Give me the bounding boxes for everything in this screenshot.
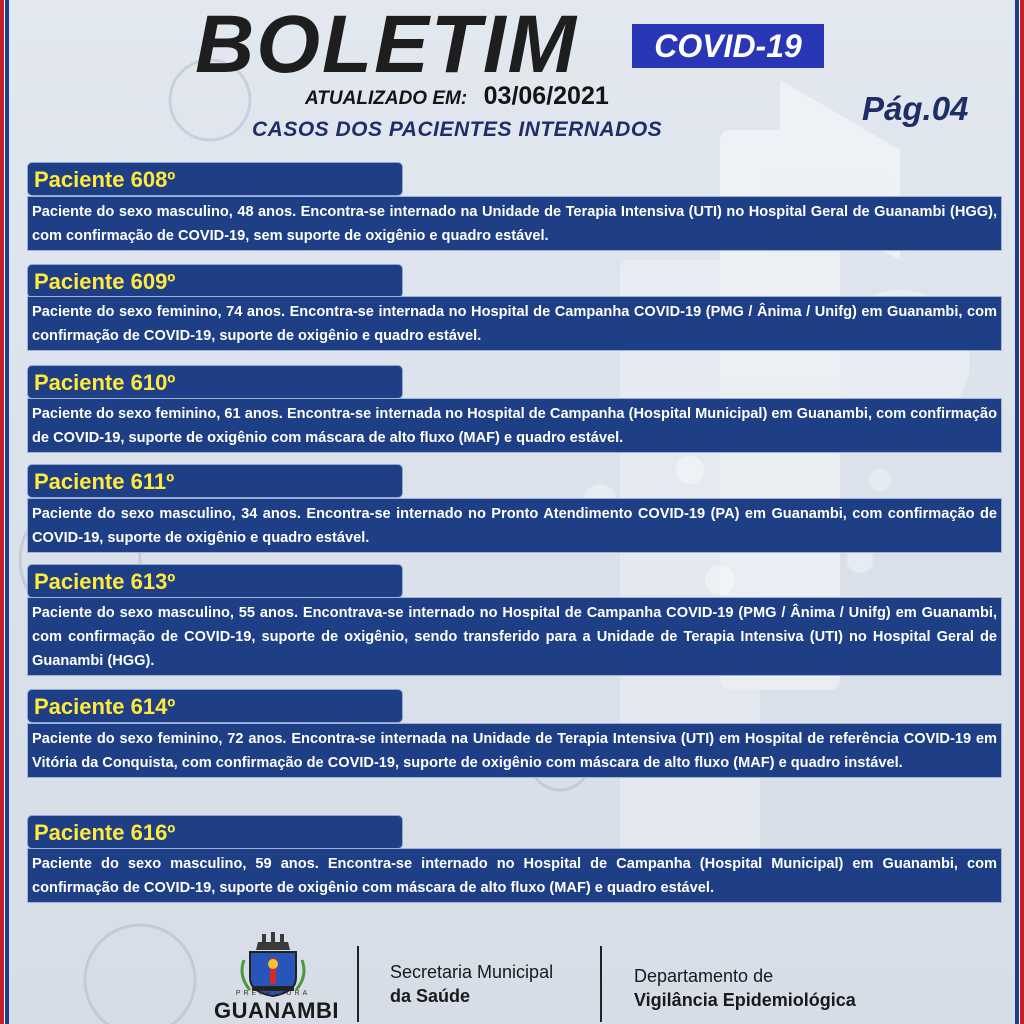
section-subtitle: CASOS DOS PACIENTES INTERNADOS (252, 118, 663, 141)
patient-label: Paciente 616º (27, 815, 403, 849)
patient-label: Paciente 609º (27, 264, 403, 298)
patient-description: Paciente do sexo masculino, 48 anos. Encontra-se internado na Unidade de Terapia Intensiva (UTI) no Hospital Geral de Guanambi (HGG), com confirmação de COVID-19, sem suporte de oxigênio e quadro estável. (27, 196, 1002, 251)
logo-prefeitura-text: PREFEITURA (235, 990, 311, 997)
department-text (634, 964, 856, 1012)
patient-description: Paciente do sexo masculino, 59 anos. Encontra-se internado no Hospital de Campanha (Hospital Municipal) em Guanambi, com confirmação de COVID-19, suporte de oxigênio com máscara de alto fluxo (MAF) e quadro estável. (27, 848, 1002, 903)
updated-date: 03/06/2021 (483, 82, 609, 110)
secretaria-line1: Secretaria Municipal (390, 962, 554, 982)
patient-description: Paciente do sexo feminino, 74 anos. Encontra-se internada no Hospital de Campanha COVID-19 (PMG / Ânima / Unifg) em Guanambi, com confirmação de COVID-19, suporte de oxigênio e quadro estável. (27, 296, 1002, 351)
patient-description: Paciente do sexo masculino, 34 anos. Encontra-se internado no Pronto Atendimento COVID-19 (PA) em Guanambi, com confirmação de COVID-19, suporte de oxigênio e quadro estável. (27, 498, 1002, 553)
patient-label: Paciente 608º (27, 162, 403, 196)
footer-divider (357, 946, 359, 1022)
updated-line (305, 82, 609, 111)
patient-label: Paciente 610º (27, 365, 403, 399)
right-border-stripe (1015, 0, 1024, 1024)
footer-divider (600, 946, 602, 1022)
department-line2: Vigilância Epidemiológica (634, 990, 856, 1010)
patient-label: Paciente 614º (27, 689, 403, 723)
secretaria-text (390, 960, 553, 1008)
logo-city-name: GUANAMBI (214, 998, 339, 1023)
patient-description: Paciente do sexo feminino, 72 anos. Encontra-se internada na Unidade de Terapia Intensiva (UTI) em Hospital de referência COVID-19 em Vitória da Conquista, com confirmação de COVID-19, suporte de oxigênio com máscara de alto fluxo (MAF) e quadro instável. (27, 723, 1002, 778)
page-number: Pág.04 (862, 90, 969, 127)
updated-label: ATUALIZADO EM: (305, 88, 468, 109)
patient-description: Paciente do sexo feminino, 61 anos. Encontra-se internada no Hospital de Campanha (Hospital Municipal) em Guanambi, com confirmação de COVID-19, suporte de oxigênio com máscara de alto fluxo (MAF) e quadro estável. (27, 398, 1002, 453)
covid-badge: COVID-19 (632, 24, 824, 68)
patient-label: Paciente 611º (27, 464, 403, 498)
footer (0, 930, 1024, 1024)
left-border-stripe (0, 0, 9, 1024)
patient-description: Paciente do sexo masculino, 55 anos. Encontrava-se internado no Hospital de Campanha COVID-19 (PMG / Ânima / Unifg) em Guanambi, com confirmação de COVID-19, suporte de oxigênio, sendo transferido para a Unidade de Terapia Intensiva (UTI) no Hospital Geral de Guanambi (HGG). (27, 597, 1002, 676)
patient-label: Paciente 613º (27, 564, 403, 598)
secretaria-line2: da Saúde (390, 986, 471, 1006)
department-line1: Departamento de (634, 966, 774, 986)
bulletin-title: BOLETIM (195, 0, 578, 90)
